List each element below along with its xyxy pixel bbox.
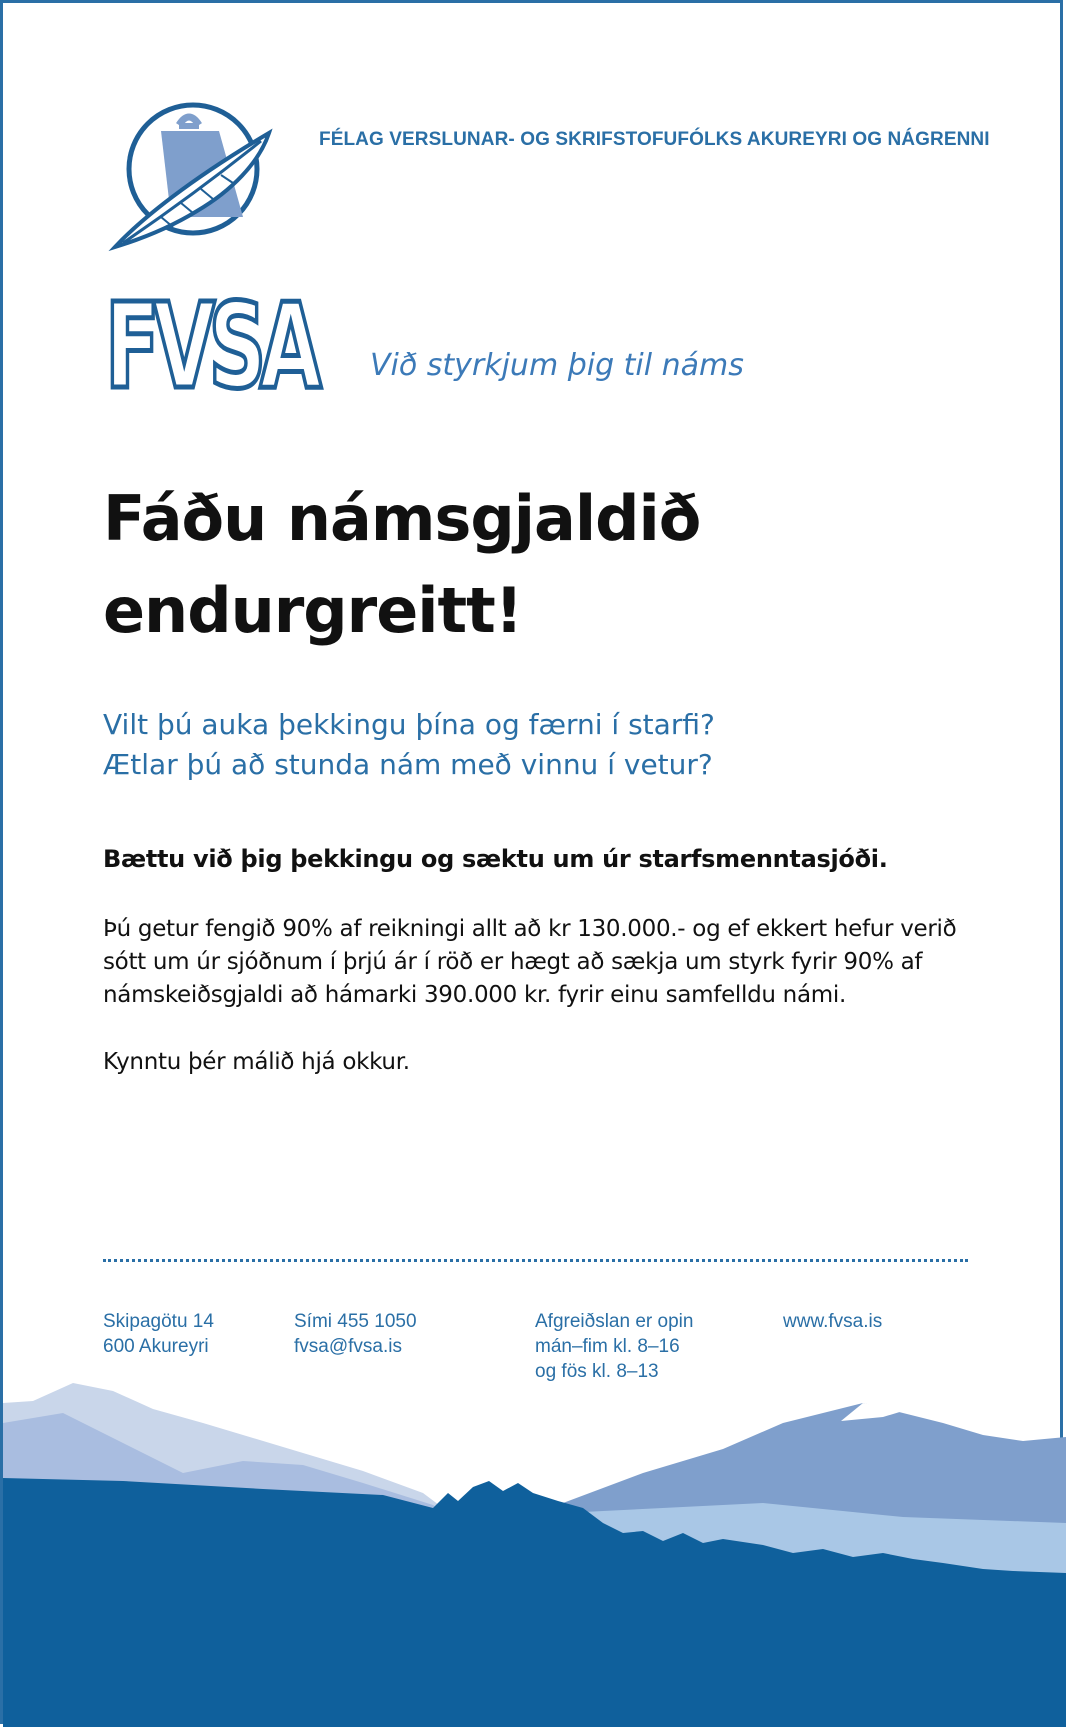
body-line-3: námskeiðsgjaldi að hámarki 390.000 kr. fyrir einu samfelldu námi.	[103, 982, 846, 1008]
contact-phone[interactable]: Sími 455 1050	[294, 1311, 417, 1332]
hours-line-1: Afgreiðslan er opin	[535, 1311, 694, 1332]
footer-hours	[535, 1309, 693, 1384]
fvsa-logo	[101, 99, 323, 415]
fvsa-wordmark: FVSA	[105, 277, 322, 415]
headline-line-2: endurgreitt!	[103, 574, 523, 647]
organization-name: FÉLAG VERSLUNAR- OG SKRIFSTOFUFÓLKS AKUREYRI OG NÁGRENNI	[319, 129, 990, 150]
body-paragraph-1	[103, 913, 983, 1012]
shopping-bag-and-feather-icon	[115, 105, 269, 247]
body-line-1: Þú getur fengið 90% af reikningi allt að kr 130.000.- og ef ekkert hefur verið	[103, 916, 957, 942]
address-city: 600 Akureyri	[103, 1336, 209, 1357]
question-2: Ætlar þú að stunda nám með vinnu í vetur?	[103, 748, 713, 781]
body-text	[103, 913, 983, 1113]
contact-email[interactable]: fvsa@fvsa.is	[294, 1336, 402, 1357]
body-paragraph-2: Kynntu þér málið hjá okkur.	[103, 1049, 410, 1075]
address-street: Skipagötu 14	[103, 1311, 214, 1332]
hours-line-2: mán–fim kl. 8–16	[535, 1336, 680, 1357]
website-link[interactable]: www.fvsa.is	[783, 1311, 883, 1332]
questions	[103, 705, 715, 785]
body-line-2: sótt um úr sjóðnum í þrjú ár í röð er hægt að sækja um styrk fyrir 90% af	[103, 949, 923, 975]
mountain-right	[563, 1403, 1066, 1523]
hours-line-3: og fös kl. 8–13	[535, 1361, 659, 1382]
footer-website	[783, 1309, 882, 1334]
question-1: Vilt þú auka þekkingu þína og færni í starfi?	[103, 708, 715, 741]
bold-lead: Bættu við þig þekkingu og sæktu um úr starfsmenntasjóði.	[103, 845, 888, 873]
landscape-illustration	[3, 1383, 1066, 1727]
headline-line-1: Fáðu námsgjaldið	[103, 482, 701, 555]
dotted-divider	[103, 1259, 968, 1262]
headline	[103, 473, 700, 657]
tagline: Við styrkjum þig til náms	[370, 348, 744, 383]
footer-address	[103, 1309, 214, 1359]
footer-contact	[294, 1309, 417, 1359]
